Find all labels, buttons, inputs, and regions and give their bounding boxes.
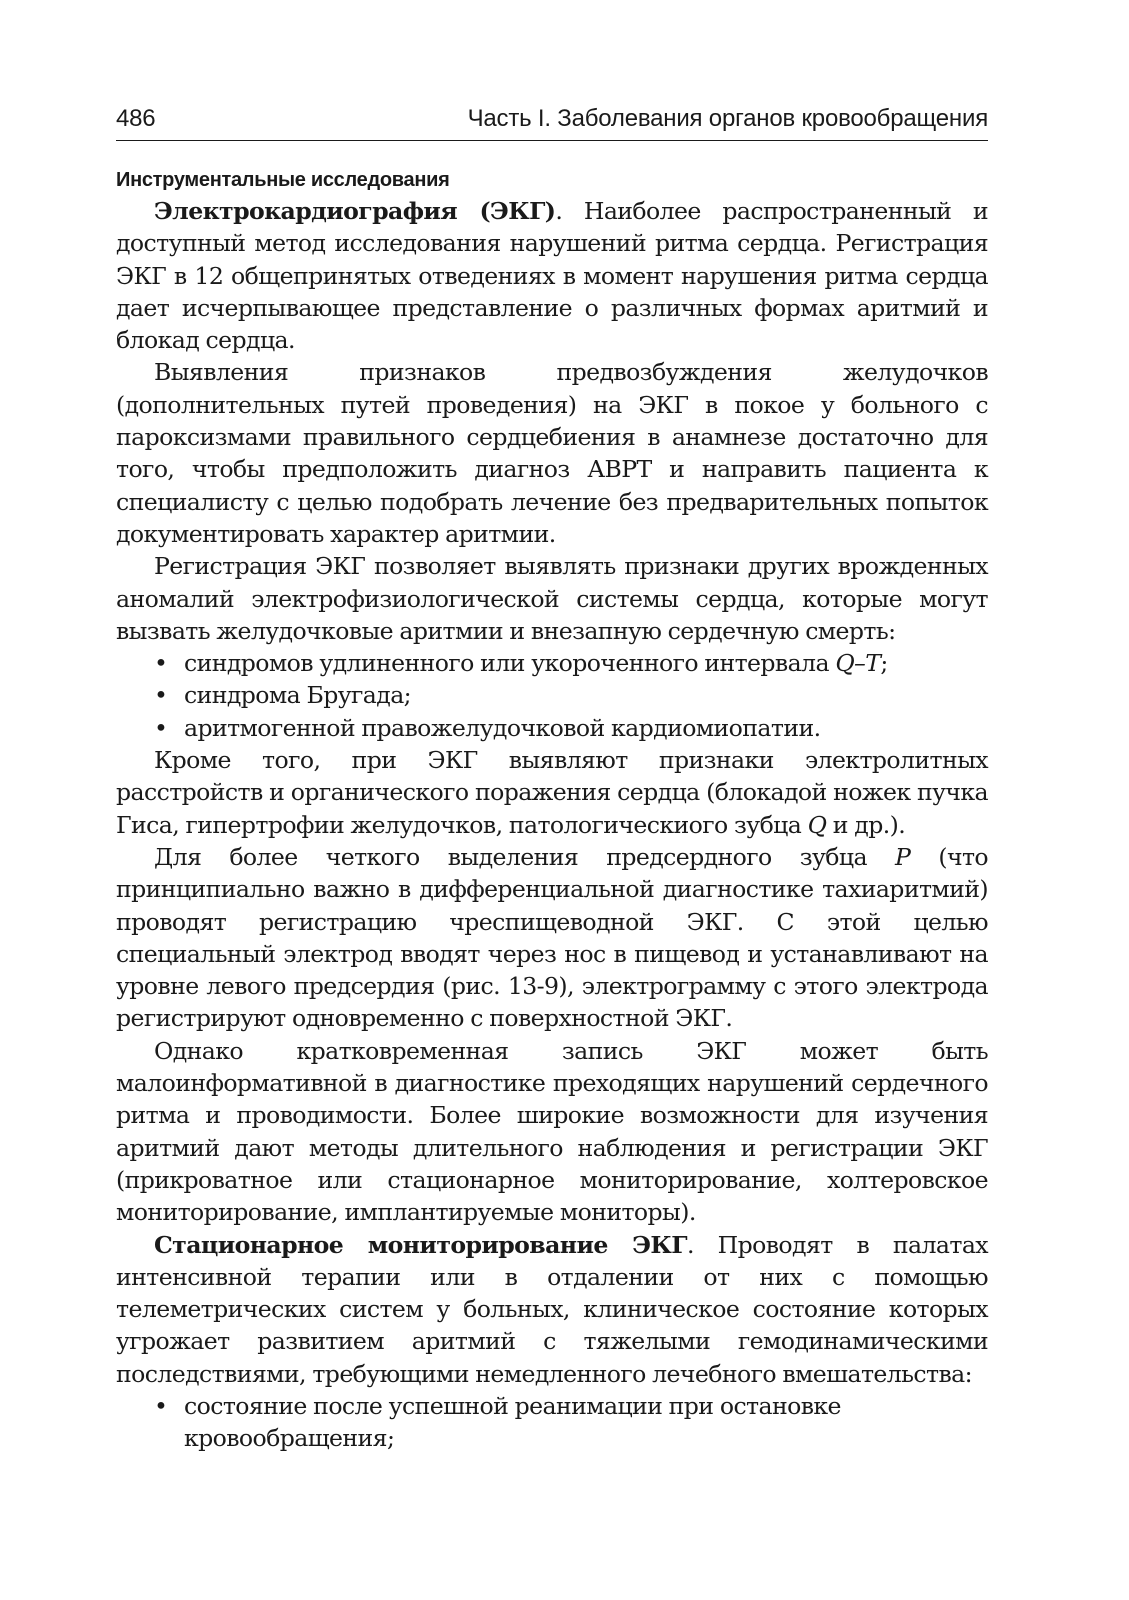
paragraph-preexcitation — [116, 356, 988, 550]
paragraph-text: . Наиболее распространенный и доступный метод исследования нарушений ритма сердца. Регистрация ЭКГ в 12 общепринятых отведениях в момент нарушения ритма сердца дает исчерпывающее представление о различных формах аритмий и блокад сердца. — [116, 197, 988, 355]
bullet-icon: • — [154, 1391, 168, 1420]
paragraph-transesophageal — [116, 841, 988, 1035]
paragraph-text: Однако кратковременная запись ЭКГ может быть малоинформативной в диагностике преходящих нарушений сердечного ритма и проводимости. Более широкие возможности для изучения аритмий дают методы длительного наблюдения и регистрации ЭКГ (прикроватное или стационарное мониторирование, холтеровское мониторирование, имплантируемые мониторы). — [116, 1036, 988, 1227]
list-item-text: аритмогенной правожелудочковой кардиомиопатии. — [184, 713, 821, 742]
bullet-icon: • — [154, 681, 168, 710]
body-text — [116, 195, 988, 1455]
list-item-text: синдрома Бругада; — [184, 681, 412, 710]
paragraph-text: (что принципиально важно в дифференциальной диагностике тахиаритмий) проводят регистрацию чреспищеводной ЭКГ. С этой целью специальный электрод вводят через нос в пищевод и устанавливают на уровне левого предсердия (рис. 13-9), электрограмму с этого электрода регистрируют одновременно с поверхностной ЭКГ. — [116, 842, 988, 1033]
list-item — [154, 679, 988, 711]
paragraph-electrolytes — [116, 744, 988, 841]
list-item-text: ; — [880, 649, 888, 678]
running-header — [116, 104, 988, 141]
paragraph-italic: P — [894, 842, 911, 871]
section-heading: Инструментальные исследования — [116, 169, 450, 191]
paragraph-text: Регистрация ЭКГ позволяет выявлять признаки других врожденных аномалий электрофизиологической системы сердца, которые могут вызвать желудочковые аритмии и внезапную сердечную смерть: — [116, 552, 988, 645]
paragraph-stationary-monitoring — [116, 1229, 988, 1390]
page-number: 486 — [116, 105, 156, 132]
list-item — [154, 1390, 988, 1455]
running-title: Часть I. Заболевания органов кровообращения — [467, 105, 988, 132]
bullet-list-syndromes — [116, 647, 988, 744]
paragraph-text: Выявления признаков предвозбуждения желудочков (дополнительных путей проведения) на ЭКГ в покое у больного с пароксизмами правильного сердцебиения в анамнезе достаточно для того, чтобы предположить диагноз АВРТ и направить пациента к специалисту с целью подобрать лечение без предварительных попыток документировать характер аритмии. — [116, 358, 988, 548]
paragraph-congenital-anomalies — [116, 550, 988, 647]
bullet-icon: • — [154, 649, 168, 678]
paragraph-ecg — [116, 195, 988, 356]
paragraph-italic: Q — [807, 810, 827, 839]
list-item-text: состояние после успешной реанимации при остановке кровообращения; — [184, 1391, 841, 1453]
paragraph-text: Кроме того, при ЭКГ выявляют признаки электролитных расстройств и органического поражения сердца (блокадой ножек пучка Гиса, гипертрофии желудочков, патологическиого зубца — [116, 746, 988, 839]
paragraph-text: и др.). — [826, 810, 906, 839]
list-item — [154, 712, 988, 744]
book-page — [116, 104, 988, 1455]
bullet-list-indications — [116, 1390, 988, 1455]
list-item — [154, 647, 988, 679]
paragraph-lead-term: Электрокардиография (ЭКГ) — [154, 197, 556, 225]
list-item-text: синдромов удлиненного или укороченного интервала — [184, 649, 836, 678]
paragraph-long-term-monitoring — [116, 1035, 988, 1229]
list-item-italic: Q–T — [835, 649, 881, 678]
bullet-icon: • — [154, 713, 168, 742]
paragraph-text: . Проводят в палатах интенсивной терапии или в отдалении от них с помощью телеметрических систем у больных, клиническое состояние которых угрожает развитием аритмий с тяжелыми гемодинамическими последствиями, требующими немедленного лечебного вмешательства: — [116, 1230, 989, 1388]
paragraph-lead-term: Стационарное мониторирование ЭКГ — [154, 1230, 687, 1259]
paragraph-text: Для более четкого выделения предсердного зубца — [154, 842, 895, 871]
